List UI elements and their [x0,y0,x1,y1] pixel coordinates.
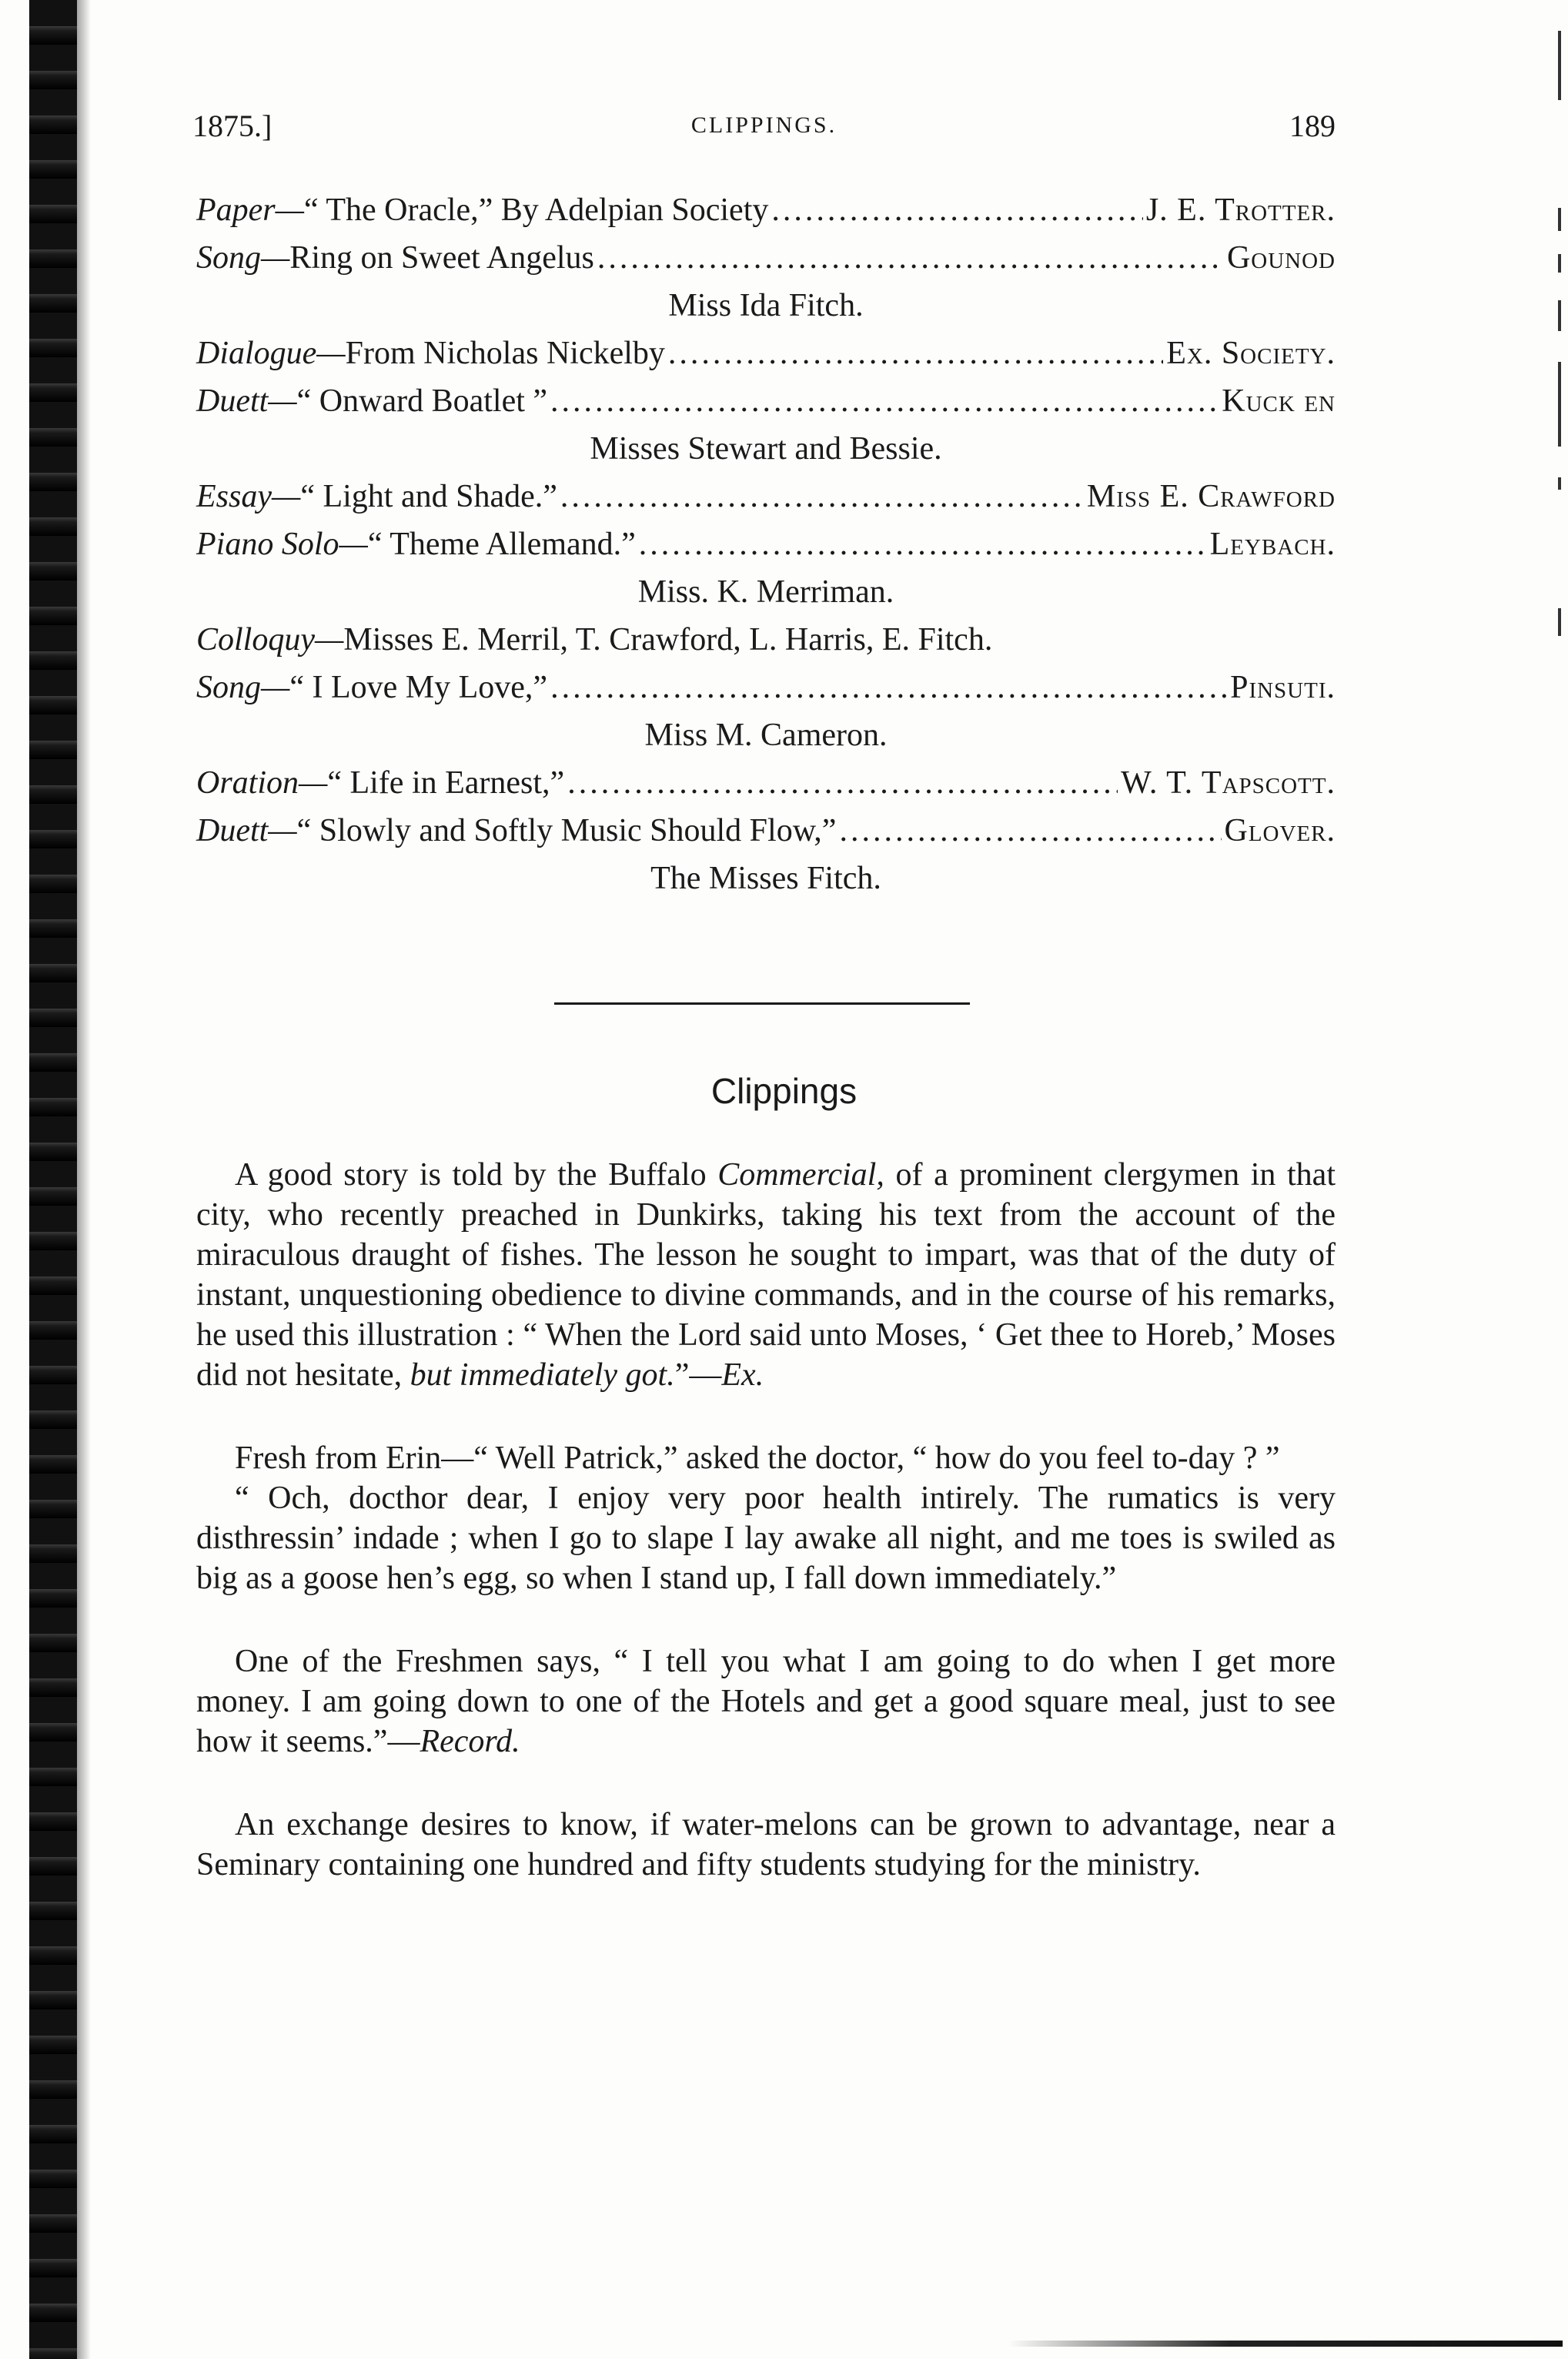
paragraph-text: ”— [674,1357,722,1393]
programme-list [196,186,1336,902]
programme-item-title: “ I Love My Love,” [289,670,548,705]
programme-item-title: “ Light and Shade.” [300,479,557,514]
clipping-paragraph [196,1478,1336,1598]
programme-item-title: “ Life in Earnest,” [327,765,565,801]
programme-item-title: “ Onward Boatlet ” [296,383,548,419]
programme-item-performer: Gounod [1226,240,1336,276]
programme-item-kind: Oration— [196,765,328,801]
programme-item-performer: Glover. [1224,813,1336,848]
programme-item [196,186,1336,234]
programme-item [196,664,1336,711]
dot-leader [550,664,1227,711]
italic-text: Commercial, [717,1157,884,1193]
clipping-paragraph [196,1155,1336,1395]
paragraph-text: One of the Freshmen says, “ I tell you what I am going to do when I get more money. I am going down to one of the Hotels and get a good square meal, just to see how it seems.”— [196,1644,1336,1759]
clippings-heading: Clippings [710,1071,858,1111]
section-divider [554,1002,970,1005]
programme-item [196,234,1336,282]
binding-shadow [77,0,91,2359]
programme-item-kind: Paper— [196,192,304,228]
programme-item-title: Misses E. Merril, T. Crawford, L. Harris, E. Fitch. [343,622,993,658]
binding-edge [29,0,77,2359]
paragraph-text: A good story is told by the Buffalo [235,1157,718,1193]
italic-text: Record. [420,1724,520,1759]
programme-item-title: From Nicholas Nickelby [345,336,665,371]
dot-leader [639,520,1207,568]
programme-item-title: “ Theme Allemand.” [367,527,636,562]
programme-performer-line: Misses Stewart and Bessie. [590,431,942,467]
programme-item-kind: Duett— [196,813,297,848]
dot-leader [771,186,1142,234]
page-number: 189 [1289,109,1336,143]
scan-edge-rule [1008,2341,1563,2347]
programme-item-kind: Piano Solo— [196,527,368,562]
programme-item-performer: Kuck en [1222,383,1336,419]
programme-item-kind: Essay— [196,479,301,514]
clipping-paragraph [196,1805,1336,1885]
paragraph-text: An exchange desires to know, if water-melons can be grown to advantage, near a Seminary containing one hundred and fifty students studying for the ministry. [196,1807,1336,1882]
running-head [192,108,1336,154]
paragraph-text: Fresh from Erin—“ Well Patrick,” asked the doctor, “ how do you feel to-day ? ” [235,1440,1280,1476]
dot-leader [839,807,1221,855]
programme-item [196,330,1336,377]
programme-performer-line: The Misses Fitch. [650,861,881,896]
page-edge-marks [1558,0,1563,2359]
dot-leader [550,377,1219,425]
programme-item-kind: Colloquy— [196,622,344,658]
programme-performer-line: Miss Ida Fitch. [668,288,864,323]
programme-item-kind: Duett— [196,383,297,419]
running-head-section: CLIPPINGS. [690,112,837,138]
programme-performer-line: Miss. K. Merriman. [637,574,894,610]
dot-leader [560,473,1084,520]
programme-item-performer: J. E. Trotter. [1145,192,1336,228]
programme-item [196,759,1336,807]
dot-leader [567,759,1118,807]
programme-item-performer: Pinsuti. [1230,670,1336,705]
programme-item-performer: W. T. Tapscott. [1121,765,1336,801]
programme-item [196,520,1336,568]
paragraph-text: of a prominent clergymen in that city, who recently preached in Dunkirks, taking his text from the account of the miraculous draught of fishes. The lesson he sought to impart, was that of the duty of instant, unquestioning obedience to divine commands, and in the course of his remarks, he used this illustration : “ When the Lord said unto Moses, ‘ Get thee to Horeb,’ Moses did not hesitate, [196,1157,1336,1393]
programme-item-kind: Song— [196,240,290,276]
programme-item-title: “ Slowly and Softly Music Should Flow,” [296,813,837,848]
programme-item [196,377,1336,425]
programme-item [196,473,1336,520]
programme-item-performer: Miss E. Crawford [1086,479,1336,514]
programme-item [196,807,1336,855]
programme-item-title: Ring on Sweet Angelus [289,240,594,276]
programme-performer-line: Miss M. Cameron. [644,718,888,753]
clippings-body [196,1155,1336,1928]
programme-item-kind: Song— [196,670,290,705]
programme-item-performer: Ex. Society. [1166,336,1336,371]
programme-item-kind: Dialogue— [196,336,346,371]
running-head-year: 1875.] [192,109,272,143]
italic-text: but immediately got. [410,1357,675,1393]
programme-item-performer: Leybach. [1209,527,1336,562]
clipping-paragraph [196,1438,1336,1478]
dot-leader [668,330,1163,377]
programme-item [196,616,1336,664]
italic-text: Ex. [721,1357,764,1393]
paragraph-text: “ Och, docthor dear, I enjoy very poor health intirely. The rumatics is very disthressin’ indade ; when I go to slape I lay awake all night, and me toes is swiled as big as a goose hen’s egg, so when I stand up, I fall down immediately.” [196,1481,1336,1596]
clipping-paragraph [196,1641,1336,1762]
dot-leader [597,234,1224,282]
programme-item-title: “ The Oracle,” By Adelpian Society [304,192,769,228]
